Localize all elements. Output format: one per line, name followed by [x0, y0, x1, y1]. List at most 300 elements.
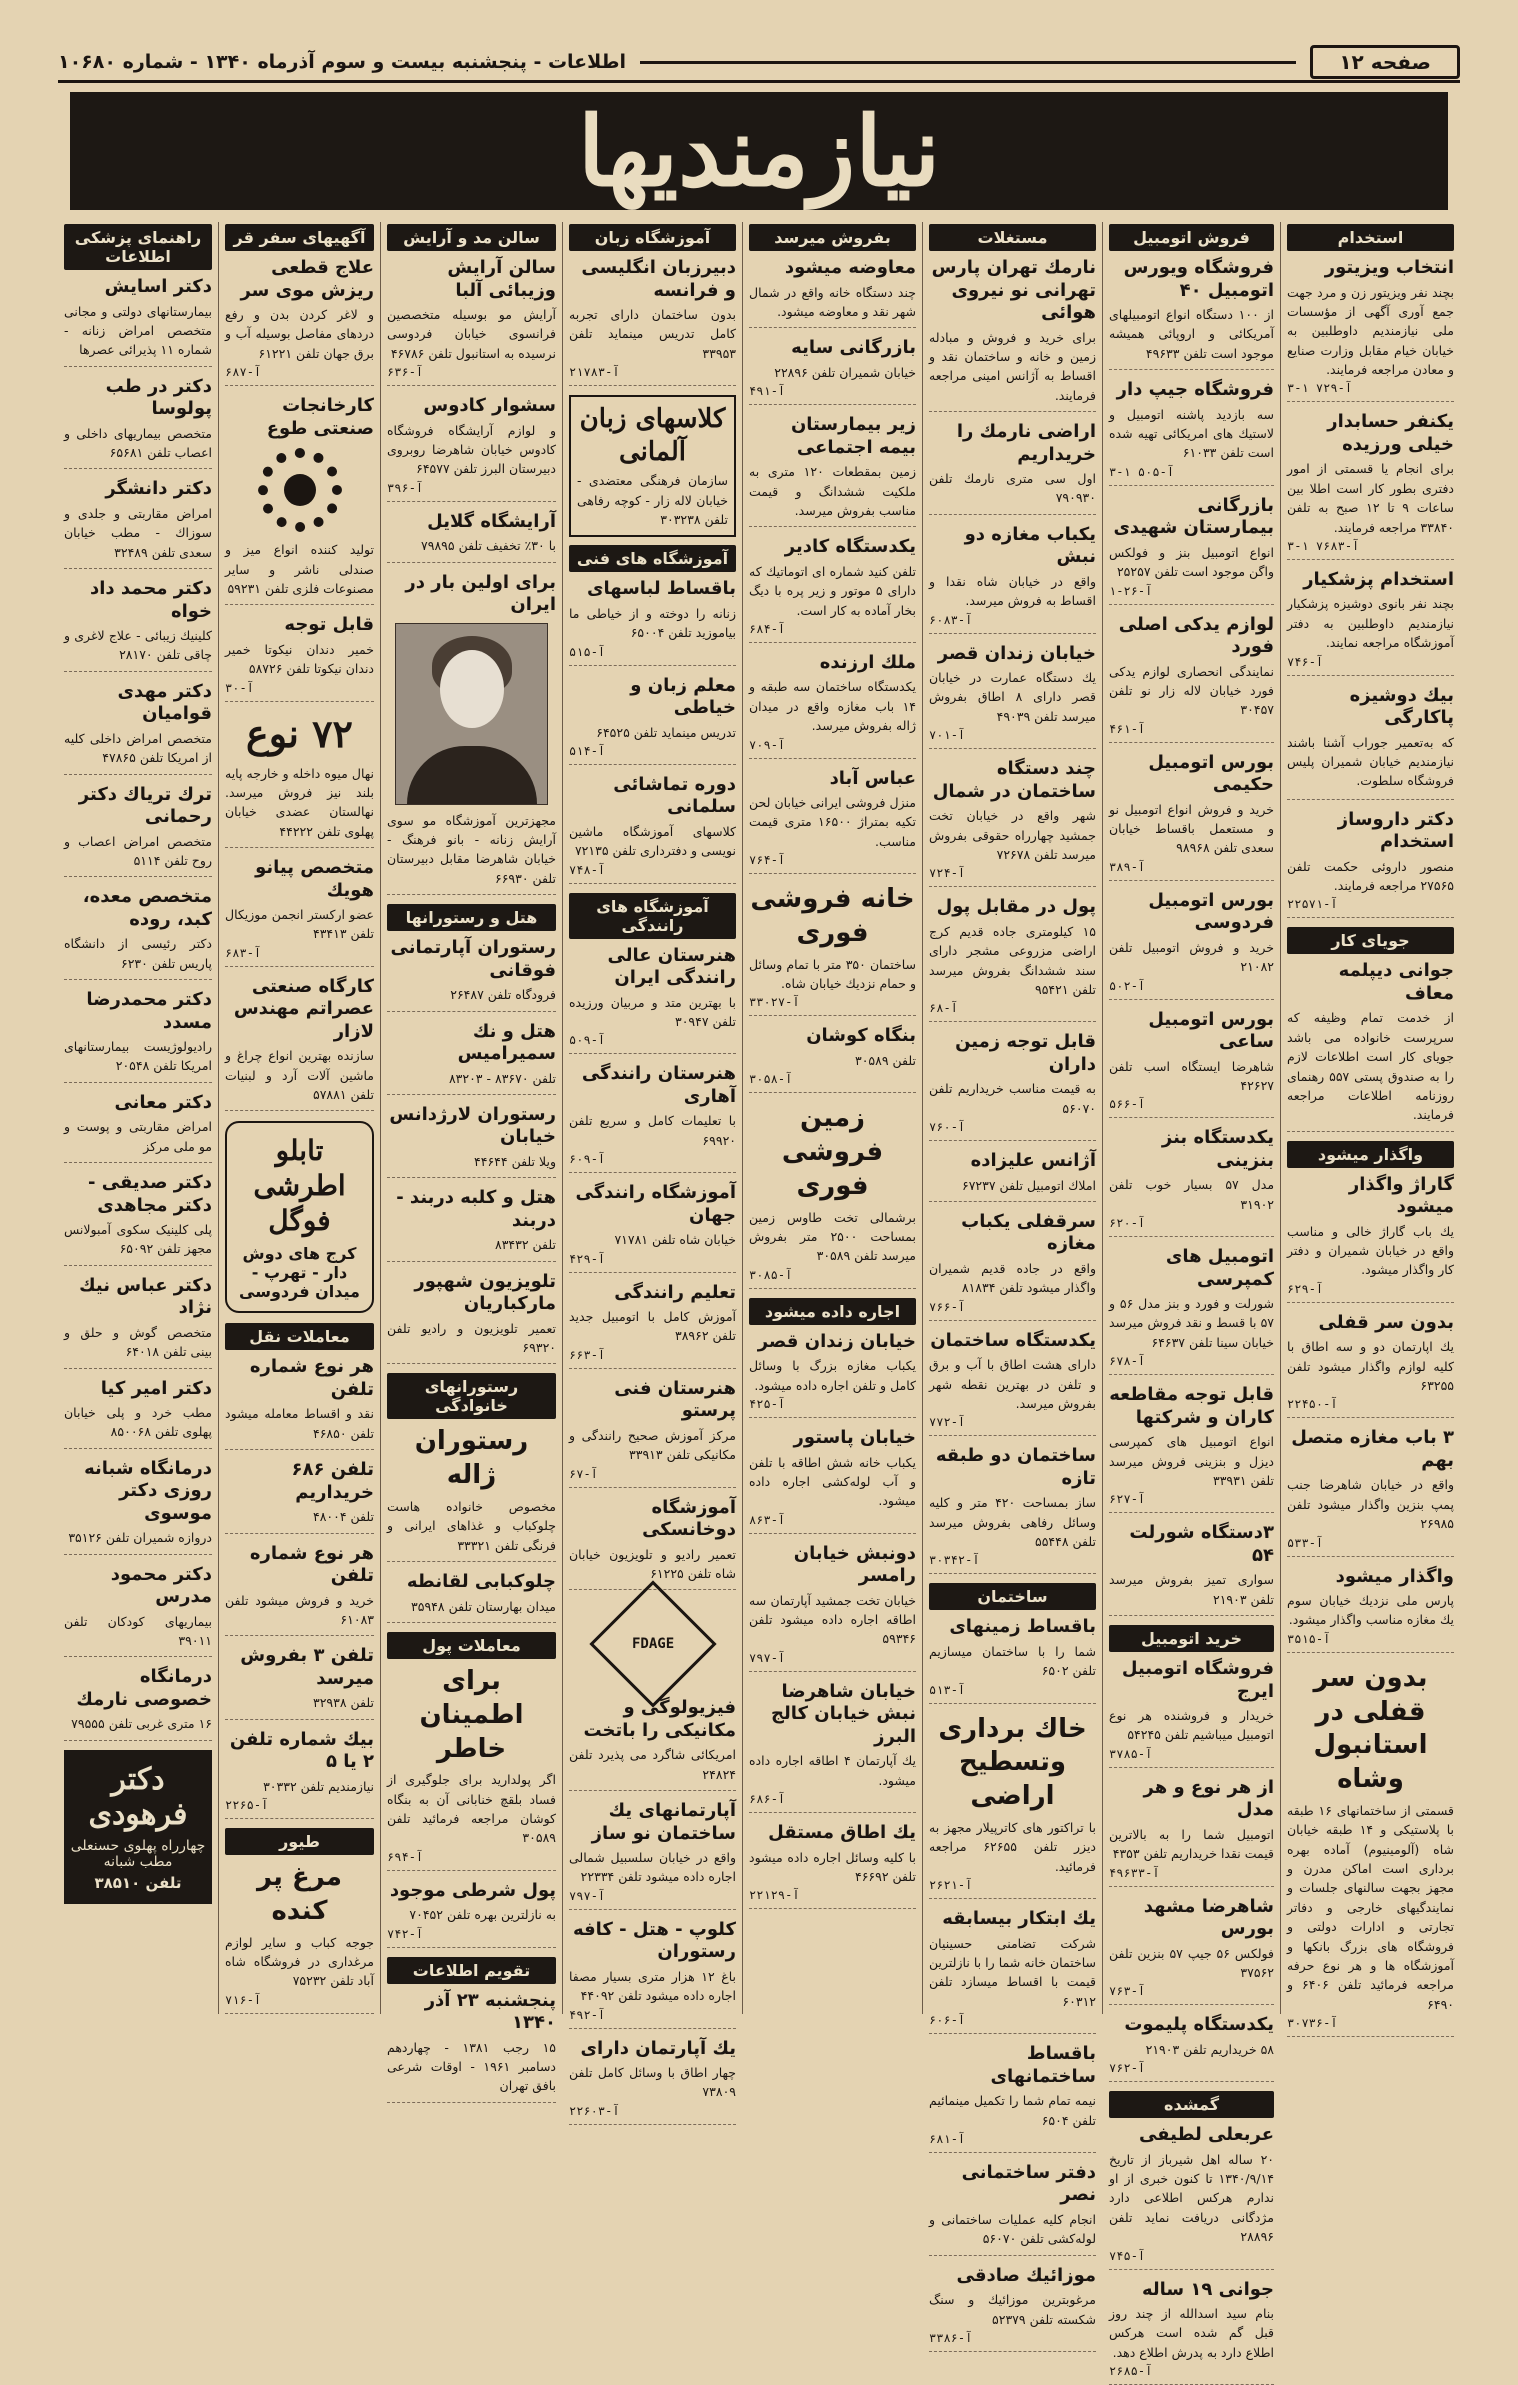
ad-item: [569, 1800, 736, 1910]
ad-title: برای اولین بار در ایران: [387, 572, 556, 617]
ad-body: بنام سید اسدالله از چند روز قبل گم شده است هرکس اطلاع دارد به پدرش اطلاع دهد.: [1109, 2304, 1274, 2362]
ad-code: آ-۶۸۷: [225, 365, 374, 379]
ad-item: [929, 758, 1096, 887]
ad-item: [1109, 2124, 1274, 2269]
ad-item: [749, 1822, 916, 1909]
ad-item: [569, 1282, 736, 1369]
column-heading: مستغلات: [929, 224, 1096, 251]
ad-item: [569, 578, 736, 665]
ad-item: [64, 784, 212, 878]
ad-code: آ-۲۲۶۵: [225, 1798, 374, 1812]
ad-body: ویلا تلفن ۴۴۶۴۴: [387, 1152, 556, 1171]
ad-code: آ-۲۲۱۲۹: [749, 1888, 916, 1902]
ad-title: گاراژ واگذار میشود: [1287, 1174, 1454, 1219]
ad-body: بیمارستانهای دولتی و مجانی متخصص امراض زنانه - شماره ۱۱ پذیرائی عصرها: [64, 302, 212, 360]
ad-code: آ-۶۶۳: [569, 1348, 736, 1362]
ad-body: املاك اتومبیل تلفن ۶۷۲۳۷: [929, 1176, 1096, 1195]
ad-item: [64, 1172, 212, 1266]
ad-body: پارس ملی نزدیك خیابان سوم یك مغازه مناسب واگذار میشود.: [1287, 1591, 1454, 1630]
ad-title: ۳ باب مغازه متصل بهم: [1287, 1427, 1454, 1472]
ad-title: هنرستان فنی پرستو: [569, 1378, 736, 1423]
ad-body: خرید و فروش میشود تلفن ۶۱۰۸۳: [225, 1591, 374, 1630]
ad-item: [1287, 569, 1454, 676]
column-notices: [218, 222, 380, 2014]
ad-title: آموزشگاه رانندگی جهان: [569, 1182, 736, 1227]
ad-body: تلفن ۳۲۹۳۸: [225, 1693, 374, 1712]
ad-item: [387, 395, 556, 502]
ad-title: دبیرزبان انگلیسی و فرانسه: [569, 257, 736, 302]
ad-item: [64, 276, 212, 367]
ad-title: خانه فروشی فوری: [749, 883, 916, 951]
ad-item: [225, 976, 374, 1112]
ad-title: آرایشگاه گلایل: [387, 511, 556, 534]
ad-code: آ-۶۰۸۳: [929, 613, 1096, 627]
ad-item: [929, 643, 1096, 750]
ad-title: لوازم یدکی اصلی فورد: [1109, 614, 1274, 659]
ad-item: [929, 421, 1096, 515]
column-heading: بفروش میرسد: [749, 224, 916, 251]
ad-item: [1287, 809, 1454, 919]
ad-title: خیابان زندان قصر: [749, 1331, 916, 1354]
ad-item: [64, 1666, 212, 1740]
ad-body: شما را با ساختمان میسازیم تلفن ۶۵۰۲: [929, 1642, 1096, 1681]
column-schools: [562, 222, 742, 2014]
section-heading: واگذار میشود: [1287, 1141, 1454, 1168]
ad-item: [387, 1021, 556, 1095]
ad-item: [387, 1880, 556, 1948]
ad-code: آ-۶۰۶: [929, 2013, 1096, 2027]
column-salons: [380, 222, 562, 2014]
page-number: صفحه ۱۲: [1310, 45, 1460, 79]
ad-title: خیابان زندان قصر: [929, 643, 1096, 666]
ad-code: آ-۵۱۵: [569, 645, 736, 659]
ad-item: [1109, 1777, 1274, 1887]
ad-item: [569, 1497, 736, 1591]
ad-code: آ-۲۶۸۵: [1109, 2364, 1274, 2378]
ad-body: امراض مقاربتی و پوست و مو ملی مرکز: [64, 1117, 212, 1156]
ad-item: [1287, 1312, 1454, 1419]
ad-body: خیابان تخت جمشید آپارتمان سه اطاقه اجاره داده میشود تلفن ۵۹۳۴۶: [749, 1591, 916, 1649]
ad-title: کلاسهای زبان آلمانی: [577, 403, 728, 468]
ad-item: [749, 1102, 916, 1289]
ad-title: دونبش خیابان رامسر: [749, 1543, 916, 1588]
ad-item: [1109, 1384, 1274, 1513]
ad-title: ملك ارزنده: [749, 652, 916, 675]
factory-ad: [225, 395, 374, 605]
ad-title: یکدستگاه بنز بنزینی: [1109, 1127, 1274, 1172]
ad-code: آ-۳۰۷۳۶: [1287, 2016, 1454, 2030]
ad-item: [569, 675, 736, 765]
ad-code: آ-۷۹۷: [569, 1889, 736, 1903]
ad-title: جوانی ۱۹ ساله: [1109, 2279, 1274, 2302]
ad-item: [1109, 1896, 1274, 2006]
ad-code: ۳-۱ آ-۵۰۵: [1109, 465, 1274, 479]
section-heading: طیور: [225, 1828, 374, 1855]
ad-code: آ-۶۹۴: [387, 1850, 556, 1864]
ad-body: فرودگاه تلفن ۲۶۴۸۷: [387, 985, 556, 1004]
ad-title: یکباب مغازه دو نبش: [929, 524, 1096, 569]
ad-body: که به‌تعمیر جوراب آشنا باشند نیازمندیم خیابان شمیران پلیس فروشگاه سلطوت.: [1287, 733, 1454, 791]
ad-title: بورس اتومبیل فردوسی: [1109, 890, 1274, 935]
ad-body: نهال میوه داخله و خارجه پایه بلند نیز فروش میرسد. نهالستان عضدی خیابان پهلوی تلفن ۴۴۲۲۲: [225, 764, 374, 842]
section-heading: معاملات پول: [387, 1632, 556, 1659]
ad-body: مطب خرد و پلی خیابان پهلوی تلفن ۸۵۰۰۶۸: [64, 1403, 212, 1442]
ad-title: هنرستان رانندگی آهاری: [569, 1063, 736, 1108]
ad-body: تعمیر تلویزیون و رادیو تلفن ۶۹۳۲۰: [387, 1319, 556, 1358]
ad-body: تلفن ۴۸۰۰۴: [225, 1507, 374, 1526]
ad-title: درمانگاه شبانه روزی دکتر موسوی: [64, 1458, 212, 1526]
header-rule: [640, 61, 1296, 64]
ad-body: متخصص امراض داخلی کلیه از امریکا تلفن ۴۷۸۶۵: [64, 729, 212, 768]
woman-portrait-icon: [395, 623, 548, 805]
ad-code: آ-۵۱۳: [929, 1683, 1096, 1697]
ad-body: برای انجام یا قسمتی از امور دفتری بطور کار است اطلا بین ساعات ۹ تا ۱۲ صبح به تلفن ۳۳۸۴۰ مراجعه فرمایند.: [1287, 459, 1454, 537]
ad-title: دکتر فرهودی: [70, 1762, 206, 1832]
gear-logo-icon: [258, 448, 342, 532]
ad-title: کارگاه صنعتی عصراتم مهندس لازار: [225, 976, 374, 1044]
ad-title: سشوار کادوس: [387, 395, 556, 418]
ad-title: دکتر محمد داد خواه: [64, 578, 212, 623]
ad-title: باقساط ساختمانهای: [929, 2043, 1096, 2088]
ad-title: یك ابتکار بیسابقه: [929, 1908, 1096, 1931]
ad-title: قابل توجه مقاطعه کاران و شرکتها: [1109, 1384, 1274, 1429]
ad-item: [1287, 257, 1454, 402]
ad-item: [225, 857, 374, 967]
ad-body: باغ ۱۲ هزار متری بسیار مصفا اجاره داده میشود تلفن ۴۴۰۹۲: [569, 1967, 736, 2006]
ad-body: خمیر دندان نیکوتا خمیر دندان نیکوتا تلفن ۵۸۷۲۶: [225, 640, 374, 679]
ad-title: دوره تماشائی سلمانی: [569, 774, 736, 819]
ad-title: پول شرطی موجود: [387, 1880, 556, 1903]
ad-code: آ-۶۸۶: [749, 1792, 916, 1806]
ad-title: هتل و کلبه دربند - دربند: [387, 1187, 556, 1232]
ad-body: نقد و اقساط معامله میشود تلفن ۴۶۸۵۰: [225, 1404, 374, 1443]
ad-code: آ-۴۹۱: [749, 384, 916, 398]
ad-body: تلفن ۸۳۴۳۲: [387, 1235, 556, 1254]
ad-title: یك اطاق مستقل: [749, 1822, 916, 1845]
ad-title: یکدستگاه ساختمان: [929, 1330, 1096, 1353]
ad-item: [1287, 685, 1454, 800]
ad-item: [1109, 257, 1274, 370]
ad-title: هر نوع شماره تلفن: [225, 1356, 374, 1401]
ad-body: زمین بمقطعات ۱۲۰ متری به ملکیت ششدانگ و قیمت مناسب بفروش میرسد.: [749, 462, 916, 520]
ad-title: آژانس علیزاده: [929, 1150, 1096, 1173]
ad-code: آ-۳۷۸۵: [1109, 1747, 1274, 1761]
ad-item: [387, 1990, 556, 2103]
column-heading: استخدام: [1287, 224, 1454, 251]
ad-item: [1109, 2279, 1274, 2385]
ad-title: متخصص پیانو هویك: [225, 857, 374, 902]
ad-item: [1109, 1127, 1274, 1237]
ad-body: تولید کننده انواع میز و صندلی ناشر و سایر مصنوعات فلزی تلفن ۵۹۲۳۱: [225, 540, 374, 598]
ad-item: [1109, 1522, 1274, 1616]
ad-item: [64, 1458, 212, 1555]
ad-code: آ-۳۵۱۵: [1287, 1632, 1454, 1646]
ad-item: [387, 511, 556, 563]
ad-item: [749, 414, 916, 527]
ad-code: آ-۵۰۹: [569, 1033, 736, 1047]
ad-body: نیازمندیم تلفن ۳۰۳۳۲: [225, 1777, 374, 1796]
classifieds-banner: [70, 92, 1448, 210]
ad-body: شهر واقع در خیابان تخت جمشید چهارراه حقوقی بفروش میرسد تلفن ۷۲۶۷۸: [929, 806, 1096, 864]
ad-title: یکدستگاه پلیموت: [1109, 2014, 1274, 2037]
ad-body: متخصص گوش و حلق و بینی تلفن ۶۴۰۱۸: [64, 1323, 212, 1362]
ad-item: [225, 1356, 374, 1450]
ad-item: [387, 1571, 556, 1623]
ad-code: آ-۷۹۷: [749, 1651, 916, 1665]
ad-item: [64, 376, 212, 470]
ad-body: با کلیه وسائل اجاره داده میشود تلفن ۴۶۶۹۲: [749, 1848, 916, 1887]
ad-body: ۱۵ رجب ۱۳۸۱ - چهاردهم دسامبر ۱۹۶۱ - اوقات شرعی بافق تهران: [387, 2038, 556, 2096]
ad-title: دکتر صدیقی - دکتر مجاهدی: [64, 1172, 212, 1217]
ad-title: سالن آرایش وزیبائی آلبا: [387, 257, 556, 302]
ad-item: [569, 1182, 736, 1272]
ad-item: [569, 2038, 736, 2125]
ad-item: [569, 774, 736, 884]
ad-title: معاوضه میشود: [749, 257, 916, 280]
ad-item: [225, 1645, 374, 1719]
ad-body: متخصص بیماریهای داخلی و اعصاب تلفن ۶۵۶۸۱: [64, 424, 212, 463]
ad-body: اتومبیل شما را به بالاترین قیمت نقدا خریداریم تلفن ۴۳۵۳: [1109, 1825, 1274, 1864]
ad-title: چلوکبابی لقانطه: [387, 1571, 556, 1594]
column-real-estate: [922, 222, 1102, 2014]
ad-title: تعلیم رانندگی: [569, 1282, 736, 1305]
ad-body: کرج های دوش دار - تهرپ - میدان فردوسی: [233, 1244, 366, 1301]
ad-body: مخصوص خانواده هاست چلوکباب و غذاهای ایرانی و فرنگی تلفن ۳۳۳۲۱: [387, 1497, 556, 1555]
ad-title: یکنفر حسابدار خیلی ورزیده: [1287, 411, 1454, 456]
ad-body: کلینیك زیبائی - علاج لاغری و چاقی تلفن ۲۸۱۷۰: [64, 626, 212, 665]
ad-title: مرغ پر کنده: [225, 1861, 374, 1929]
ad-item: [64, 1564, 212, 1658]
ad-code: آ-۴۹۶۳۳: [1109, 1866, 1274, 1880]
ad-body: یك اپارتمان دو و سه اطاق با کلیه لوازم واگذار میشود تلفن ۶۳۲۵۵: [1287, 1337, 1454, 1395]
ad-title: ساختمان دو طبقه تازه: [929, 1445, 1096, 1490]
feature-body: قسمتی از ساختمانهای ۱۶ طبقه با پلاستیکی و ۱۴ طبقه خیابان شاه (آلومینیوم) آماده بهره برداری است اماکن مدرن و مجهز بجهت سالنهای جلسات و نمایندگیهای خارجی و دفاتر تجارتی و ادارات دولتی و فروشگاه های بزرگ بانکها و آموزشگاه ها و هر نوع حرفه مراجعه فرمائید تلفن ۶۴۰۶ و ۶۴۹۰: [1287, 1801, 1454, 2014]
ad-item: [749, 652, 916, 759]
ad-title: چند دستگاه ساختمان در شمال: [929, 758, 1096, 803]
ad-code: آ-۷۴۲: [387, 1927, 556, 1941]
ad-title: خاك برداری وتسطیح اراضی: [929, 1713, 1096, 1814]
ad-item: [929, 1713, 1096, 1900]
ad-title: بورس اتومبیل حکیمی: [1109, 752, 1274, 797]
ad-item: [569, 1697, 736, 1791]
ad-body: تدریس مینماید تلفن ۶۴۵۲۵: [569, 723, 736, 742]
ad-title: استخدام پزشکیار: [1287, 569, 1454, 592]
section-heading: آموزشگاه های رانندگی: [569, 893, 736, 939]
german-classes-ad: [569, 395, 736, 537]
ad-title: از هر نوع و هر مدل: [1109, 1777, 1274, 1822]
ad-code: ۳-۱ آ-۷۶۸۳: [1287, 539, 1454, 553]
ad-body: نیمه تمام شما را تکمیل مینمائیم تلفن ۶۵۰۴: [929, 2091, 1096, 2130]
ad-code: آ-۷۶۰: [929, 1120, 1096, 1134]
ad-title: پول در مقابل پول: [929, 896, 1096, 919]
ad-code: آ-۶۲۹: [1287, 1282, 1454, 1296]
ad-item: [569, 1378, 736, 1488]
ad-body: سازمان فرهنگی معتضدی - خیابان لاله زار - کوچه رفاهی تلفن ۳۰۳۲۳۸: [577, 471, 728, 529]
ad-item: [1287, 1566, 1454, 1653]
section-heading: تقویم اطلاعات: [387, 1957, 556, 1984]
ad-body: مدل ۵۷ بسیار خوب تلفن ۳۱۹۰۲: [1109, 1175, 1274, 1214]
feature-ad: [1287, 1662, 1454, 2037]
ad-title: سرقفلی یکباب مغازه: [929, 1211, 1096, 1256]
ad-body: دکتر رئیسی از دانشگاه پاریس تلفن ۶۲۳۰: [64, 934, 212, 973]
ad-title: هنرستان عالی رانندگی ایران: [569, 945, 736, 990]
ad-item: [64, 1378, 212, 1449]
ad-body: از خدمت تمام وظیفه که سرپرست خانواده می باشد جویای کار است اطلاعات لازم را به صندوق پستی ۵۵۷ رهنمای روزنامه اطلاعات مراجعه فرمایند.: [1287, 1008, 1454, 1124]
ad-title: دکتر محمدرضا مسدد: [64, 989, 212, 1034]
ad-title: تلفن ۳ بفروش میرسد: [225, 1645, 374, 1690]
ad-code: آ-۷۶۳: [1109, 1984, 1274, 1998]
ad-item: [387, 1104, 556, 1178]
ad-title: کلوپ - هتل - کافه رستوران: [569, 1919, 736, 1964]
ad-body: مرکز آموزش صحیح رانندگی و مکانیکی تلفن ۳۳۹۱۳: [569, 1426, 736, 1465]
ad-title: دفتر ساختمانی نصر: [929, 2162, 1096, 2207]
ad-body: ساختمان ۳۵۰ متر با تمام وسائل و حمام نزدیك خیابان شاه.: [749, 955, 916, 994]
ad-body: دروازه شمیران تلفن ۳۵۱۲۶: [64, 1528, 212, 1547]
ad-phone: تلفن ۳۸۵۱۰: [70, 1874, 206, 1892]
ad-code: آ-۳۰: [225, 681, 374, 695]
ad-code: آ-۵۱۴: [569, 744, 736, 758]
ad-body: و لوازم آرایشگاه فروشگاه کادوس خیابان شاهرضا روبروی دبیرستان البرز تلفن ۶۴۵۷۷: [387, 421, 556, 479]
ad-body: بچند نفر ویزیتور زن و مرد جهت جمع آوری آگهی از مؤسسات ملی نیازمندیم داوطلبین به خیابان خیام مقابل وزارت صنایع و معادن مراجعه فرمایند.: [1287, 283, 1454, 380]
ad-item: [749, 1543, 916, 1672]
vogel-ad: [225, 1121, 374, 1313]
column-employment: [1280, 222, 1460, 2014]
ad-body: با ۳۰٪ تخفیف تلفن ۷۹۸۹۵: [387, 536, 556, 555]
ad-code: آ-۳۸۹: [1109, 860, 1274, 874]
ad-title: هر نوع شماره تلفن: [225, 1543, 374, 1588]
ad-item: [1287, 960, 1454, 1131]
ad-item: [64, 886, 212, 980]
ad-body: ۵۸ خریداریم تلفن ۲۱۹۰۳: [1109, 2040, 1274, 2059]
ad-code: آ-۶۷۸: [1109, 1354, 1274, 1368]
ad-title: زیر بیمارستان بیمه اجتماعی: [749, 414, 916, 459]
ad-title: عربعلی لطیفی: [1109, 2124, 1274, 2147]
banner-title: نیازمندیها: [578, 95, 940, 208]
ad-item: [1287, 411, 1454, 560]
ad-code: آ-۵۳۳: [1287, 1536, 1454, 1550]
ad-item: [929, 896, 1096, 1022]
ad-body: بچند نفر بانوی دوشیزه پزشکیار نیازمندیم داوطلبین به دفتر آموزشگاه مراجعه نمایند.: [1287, 594, 1454, 652]
ad-code: آ-۴۲۹: [569, 1252, 736, 1266]
ad-title: باقساط زمینهای: [929, 1616, 1096, 1639]
ad-body: تلفن ۸۳۶۷۰ - ۸۳۲۰۳: [387, 1069, 556, 1088]
ad-item: [1109, 379, 1274, 486]
ad-title: برای اطمینان خاطر: [387, 1665, 556, 1766]
ad-body: یك دستگاه عمارت در خیابان قصر دارای ۸ اطاق بفروش میرسد تلفن ۴۹۰۳۹: [929, 668, 1096, 726]
ad-code: آ-۷۱۶: [225, 1993, 374, 2007]
ad-body: واقع در خیابان سلسبیل شمالی اجاره داده میشود تلفن ۲۲۳۳۴: [569, 1848, 736, 1887]
column-heading: راهنمای پزشکی اطلاعات: [64, 224, 212, 270]
ad-body: اگر پولدارید برای جلوگیری از فساد بلقچ خنابانی آن به بنگاه کوشان مراجعه فرمائید تلفن ۳۰۵۸۹: [387, 1770, 556, 1848]
ad-body: منصور داروئی حکمت تلفن ۲۷۵۶۵ مراجعه فرمایند.: [1287, 857, 1454, 896]
ad-body: شرکت تضامنی حسینیان ساختمان خانه شما را با نازلترین قیمت با اقساط میسازد تلفن ۶۰۳۱۲: [929, 1934, 1096, 2012]
ad-item: [929, 1616, 1096, 1703]
ad-item: [929, 1150, 1096, 1202]
ad-body: فولکس ۵۶ جیپ ۵۷ بنزین تلفن ۳۷۵۶۲: [1109, 1944, 1274, 1983]
ad-title: رستوران آپارتمانی فوقانی: [387, 937, 556, 982]
ad-item: [387, 1425, 556, 1562]
ad-code: ۳-۱ آ-۷۲۹: [1287, 381, 1454, 395]
ad-code: آ-۶۸۱: [929, 2132, 1096, 2146]
ad-title: بدون سر قفلی: [1287, 1312, 1454, 1335]
ad-title: دکتر معانی: [64, 1092, 212, 1115]
ad-item: [387, 257, 556, 386]
ad-title: علاج قطعی ریزش موی سر: [225, 257, 374, 302]
ad-item: [929, 2265, 1096, 2352]
ad-title: متخصص معده، کبد، روده: [64, 886, 212, 931]
ad-title: هتل و نك سمیرامیس: [387, 1021, 556, 1066]
ad-body: تلفن ۳۰۵۸۹: [749, 1051, 916, 1070]
ad-title: آپارتمانهای یك ساختمان نو ساز: [569, 1800, 736, 1845]
ad-code: آ-۶۲۰: [1109, 1216, 1274, 1230]
ad-body: از ۱۰۰ دستگاه انواع اتومبیلهای آمریکائی و اروپائی همیشه موجود است تلفن ۴۹۶۳۳: [1109, 305, 1274, 363]
ad-title: خیابان شاهرضا نبش خیابان کالج البرز: [749, 1681, 916, 1749]
ad-body: امراض مقاربتی و جلدی و سوزاك - مطب خیابان سعدی تلفن ۳۲۴۸۹: [64, 504, 212, 562]
ad-title: دکتر امیر کیا: [64, 1378, 212, 1401]
ad-title: بازرگانی بیمارستان شهیدی: [1109, 495, 1274, 540]
ad-title: نارمك تهران پارس تهرانی نو نیروی هوائی: [929, 257, 1096, 325]
ad-title: ۳دستگاه شورلت ۵۴: [1109, 1522, 1274, 1567]
ad-code: آ-۸۶۳: [749, 1513, 916, 1527]
ad-item: [1287, 1174, 1454, 1303]
ad-body: برشمالی تخت طاوس زمین بمساحت ۲۵۰۰ متر بفروش میرسد تلفن ۳۰۵۸۹: [749, 1208, 916, 1266]
ad-item: [225, 1729, 374, 1819]
ad-body: ۱۵ کیلومتری جاده قدیم کرج اراضی مزروعی مشجر دارای سند ششدانگ بفروش میرسد تلفن ۹۵۴۲۱: [929, 922, 1096, 1000]
ad-title: خیابان پاستور: [749, 1427, 916, 1450]
ad-body: میدان بهارستان تلفن ۳۵۹۴۸: [387, 1597, 556, 1616]
ad-body: خرید و فروش اتومبیل تلفن ۲۱۰۸۲: [1109, 938, 1274, 977]
ad-item: [225, 614, 374, 701]
ad-item: [64, 1275, 212, 1369]
ad-code: آ-۲۶۲۱: [929, 1878, 1096, 1892]
ad-code: آ-۵۰۲: [1109, 979, 1274, 993]
ad-item: [569, 1919, 736, 2029]
ad-body: خیابان شاه تلفن ۷۱۷۸۱: [569, 1230, 736, 1249]
ad-code: آ-۷۴۵: [1109, 2249, 1274, 2263]
ad-title: درمانگاه خصوصی نارمك: [64, 1666, 212, 1711]
ad-body: با بهترین متد و مربیان ورزیده تلفن ۳۰۹۴۷: [569, 993, 736, 1032]
ad-title: دکتر دانشگر: [64, 478, 212, 501]
ad-body: جوجه کباب و سایر لوازم مرغداری در فروشگاه شاه آباد تلفن ۷۵۲۳۲: [225, 1933, 374, 1991]
ad-item: [225, 711, 374, 849]
ad-code: آ-۷۰۹: [749, 738, 916, 752]
ad-title: بازرگانی سایه: [749, 337, 916, 360]
column-car-sales: [1102, 222, 1280, 2014]
ad-title: دکتر عباس نیك نژاد: [64, 1275, 212, 1320]
ad-item: [929, 524, 1096, 634]
ad-code: آ-۲۱۷۸۳: [569, 365, 736, 379]
ad-title: فروشگاه اتومبیل ایرج: [1109, 1658, 1274, 1703]
ad-code: آ-۳۰۳۴۲: [929, 1553, 1096, 1567]
logo-text: FDAGE: [631, 1636, 673, 1652]
ad-body: چهار اطاق با وسائل کامل تلفن ۷۳۸۰۹: [569, 2063, 736, 2102]
column-medical: [58, 222, 218, 2014]
ad-title: ترك تریاك دکتر رحمانی: [64, 784, 212, 829]
ad-item: [749, 768, 916, 875]
ad-body: زنانه را دوخته و از خیاطی ما بیاموزید تلفن ۶۵۰۰۴: [569, 604, 736, 643]
ad-item: [569, 945, 736, 1055]
ad-code: آ-۳۹۶: [387, 481, 556, 495]
ad-title: دکتر مهدی قوامیان: [64, 681, 212, 726]
ad-body: عضو ارکستر انجمن موزیکال تلفن ۴۳۴۱۳: [225, 905, 374, 944]
issue-line: اطلاعات - پنجشنبه بیست و سوم آذرماه ۱۳۴۰ - شماره ۱۰۶۸۰: [58, 51, 626, 73]
ad-item: [64, 578, 212, 672]
ad-code: آ-۳۳۸۶: [929, 2331, 1096, 2345]
ad-item: [929, 1908, 1096, 2034]
ad-code: آ-۷۴۶: [1287, 655, 1454, 669]
ad-title: شاهرضا مشهد بورس: [1109, 1896, 1274, 1941]
column-heading: فروش اتومبیل: [1109, 224, 1274, 251]
